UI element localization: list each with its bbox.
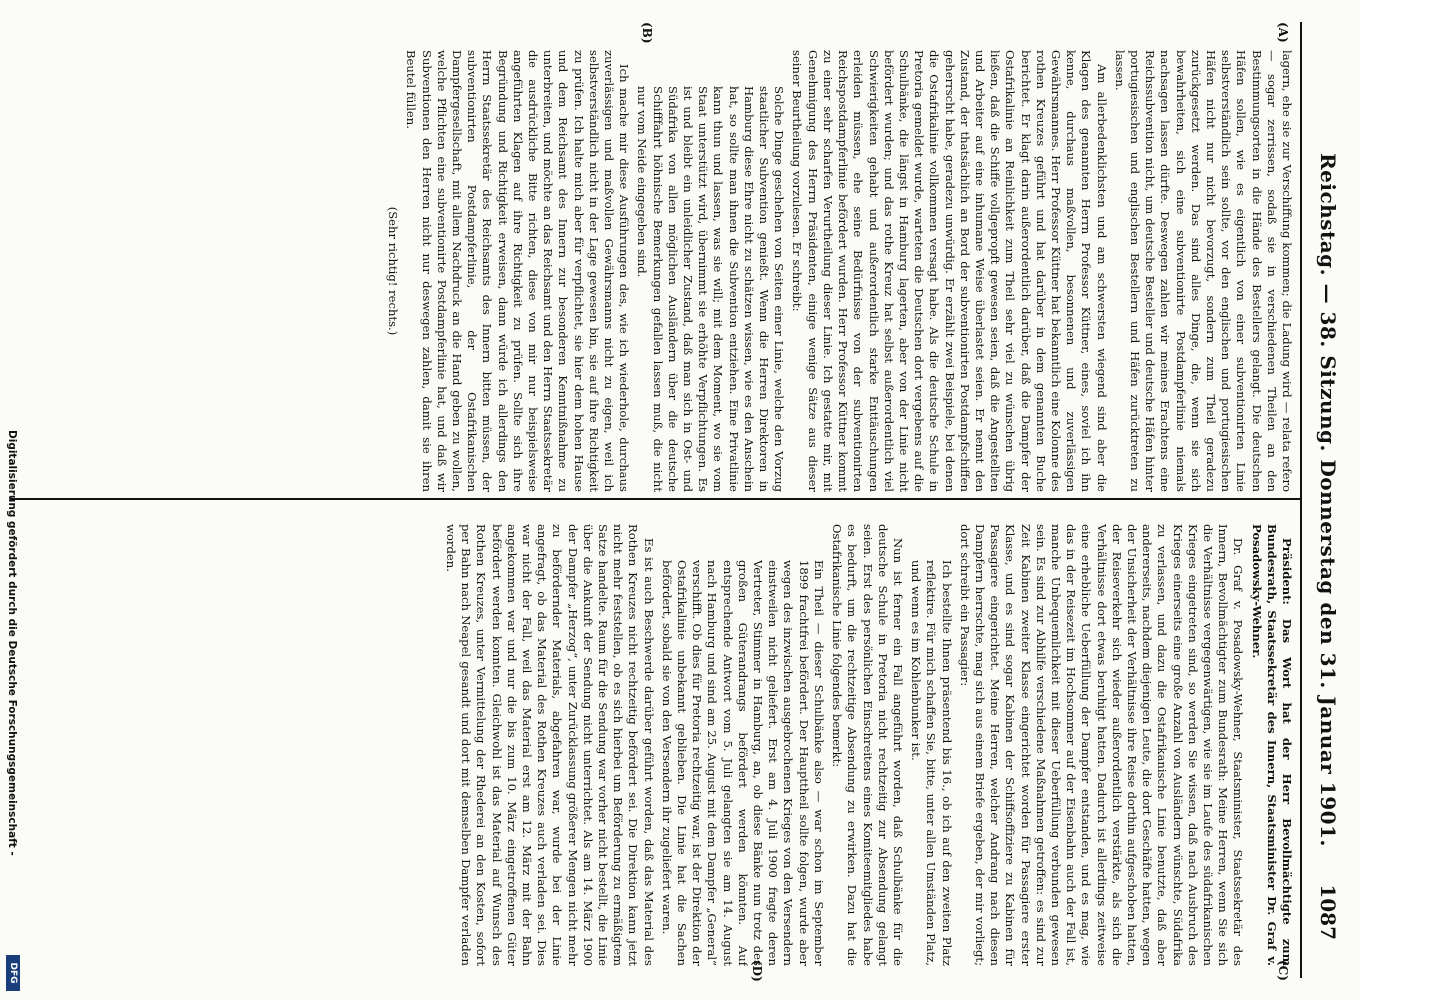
margin-mark-b: (B) bbox=[640, 22, 654, 44]
paragraph: lagern, ehe sie zur Verschiffung kommen; die Ladung wird — relata refero — sogar zerrissen, sodaß sie in verschiedenen Theilen an den Bestimmungsorten in die Hände des Bestellers gelangt. Die deutschen Häfen sollen, wie es eigentlich von einer subventionirten Linie selbstverständlich sein sollte, vor den englischen und portugiesischen Häfen nicht nur nicht bevorzugt, sondern zum Theil geradezu zurückgesetzt werden. Das sind alles Dinge, die, wenn sie sich bewahrheiten, sich eine subventionirte Postdampferlinie niemals nachsagen lassen dürfte. Deswegen zahlen wir meines Erachtens eine Reichssubvention nicht, um deutsche Besteller und deutsche Häfen hinter portugiesischen und englischen Bestellern und Häfen zurücktreten zu lassen. bbox=[1112, 50, 1294, 492]
paragraph: Ich mache mir diese Ausführungen des, wie ich wiederhole, durchaus zuverlässigen und maßvollen Gewährsmanns nicht zu eigen, weil ich selbstverständlich nicht in der Lage gewesen bin, sie auf ihre Richtigkeit zu prüfen. Ich halte mich aber für verpflichtet, sie hier dem hohen Hause und dem Reichsamt des Innern zur besonderen Kenntnißnahme zu unterbreiten, und möchte an das Reichsamt und den Herrn Staatssekretär die ausdrückliche Bitte richten, diese von mir nur beispielsweise angeführten Klagen auf ihre Richtigkeit zu prüfen. Sollte sich ihre Begründung und Richtigkeit erweisen, dann würde ich allerdings den Herrn Staatssekretär des Reichsamts des Innern bitten müssen, der subventionirten Postdampferlinie, der Ostafrikanischen Dampfergesellschaft, mit allem Nachdruck an die Hand geben zu wollen, welche Pflichten eine subventionirte Postdampferlinie hat, und daß wir Subventionen den Herren nicht nur deswegen zahlen, damit sie ihren Beutel füllen. bbox=[404, 50, 632, 492]
quotation: Ich bestellte Ihnen präsentend bis 16., ob ich auf den zweiten Platz reflektire. Für mich schaffen Sie, bitte, unter allen Umständen Platz, und wenn es im Kohlenbunker ist. bbox=[909, 560, 954, 966]
margin-mark-d: (D) bbox=[750, 960, 764, 982]
paragraph: Dr. Graf v. Posadowsky-Wehner, Staatsminister, Staatssekretär des Innern, Bevollmächtigter zum Bundesrath: Meine Herren, wenn Sie sich die Verhältnisse vergegenwärtigen, wie sie im Laufe des südafrikanischen Krieges eingetreten sind, so werden Sie wissen, daß nach Ausbruch des Krieges einerseits eine große Anzahl von Ausländern wünschte, Südafrika zu verlassen, und dazu die Ostafrikanische Linie benutzte, daß aber andererseits, nachdem diejenigen Leute, die dort Geschäfte hatten, wegen der Unsicherheit der Verhältnisse ihre Reise dorthin aufgeschoben hatten, der Reiseverkehr sich wieder außerordentlich verstärkte, als sich die Verhältnisse dort etwas beruhigt hatten. Dadurch ist allerdings zeitweise eine erhebliche Ueberfüllung der Dampfer entstanden, und es mag, wie das in der Reisezeit im Hochsommer auf der Eisenbahn auch der Fall ist, manche Unbequemlichkeit mit dieser Ueberfüllung verbunden gewesen sein. Es sind zur Abhilfe verschiedene Maßnahmen getroffen: es sind zur Zeit Kabinen zweiter Klasse eingerichtet worden für Passagiere erster Klasse, und es sind sogar Kabinen der Schiffsoffiziere zu Kabinen für Passagiere eingerichtet. Meine Herren, welcher Andrang nach diesen Dampfern herrschte, mag sich aus einem Briefe ergeben, der mir vorliegt; dort schreibt ein Passagier: bbox=[957, 524, 1246, 966]
right-column bbox=[14, 524, 1294, 966]
paragraph: Am allerbedenklichsten und am schwersten wiegend sind aber die Klagen des genannten Herrn Professor Küttner, eines, soviel ich ihn kenne, durchaus maßvollen, besonnenen und zuverlässigen Gewährsmannes. Herr Professor Küttner hat bekanntlich eine Kolonne des rothen Kreuzes geführt und hat darüber in dem genannten Buche berichtet. Er klagt darin außerordentlich darüber, daß die Dampfer der Ostafrikalinie an Reinlichkeit zum Theil sehr viel zu wünschen übrig ließen, daß die Schiffe vollgepropft gewesen seien, daß die Angestellten und Arbeiter auf eine inhumane Weise überlastet seien. Er nennt den Zustand, der thatsächlich an Bord der subventionirten Postdampfschiffen geherrscht habe, geradezu unwürdig. Er erzählt zwei Beispiele, bei denen die Ostafrikalinie vollkommen versagt habe. Als die deutsche Schule in Pretoria gemeldet wurde, warteten die Deutschen dort vergebens auf die Schulbänke, die längst in Hamburg lagerten, aber von der Linie nicht befördert wurden; und das rothe Kreuz hat selbst außerordentlich viel Schwierigkeiten gehabt und außerordentlich starke Enttäuschungen erleiden müssen, ehe seine Bedürfnisse von der subventionirten Reichspostdampferlinie befördert wurden. Herr Professor Küttner kommt zu einer sehr scharfen Verurtheilung dieser Linie. Ich gestatte mir, mit Genehmigung des Herrn Präsidenten, einige wenige Sätze aus dieser seiner Beurtheilung vorzulesen. Er schreibt: bbox=[790, 50, 1109, 492]
paragraph: Es ist auch Beschwerde darüber geführt worden, daß das Material des Rothen Kreuzes nicht rechtzeitig befördert sei. Die Direktion kann jetzt nicht mehr feststellen, ob es sich hierbei um Beförderung zu ermäßigtem Satze handelte. Raum für die Sendung war vorher nicht bestellt, die Linie über die Ankunft der Sendung nicht unterrichtet. Als am 14. März 1900 der Dampfer „Herzog“, unter Zurücklassung größerer Mengen nicht mehr zu befördernder Materials, abgefahren war, wurde bei der Linie angefragt, ob das Material des Rothen Kreuzes auch verladen sei. Dies war nicht der Fall, weil das Material erst am 12. März mit der Bahn angekommen war und nur die bis zum 10. März eingetroffenen Güter befördert werden konnten. Gleichwohl ist das Material auf Wunsch des Rothen Kreuzes, unter Vermittelung der Rhederei an den Kosten, sofort per Bahn nach Neapel gesandt und dort mit demselben Dampfer verladen worden. bbox=[444, 524, 656, 966]
page-header bbox=[1306, 60, 1346, 940]
speaker-paragraph: Präsident: Das Wort hat der Herr Bevollmächtigte zum Bundesrath, Staatssekretär des Innern, Staatsminister Dr. Graf v. Posadowsky-Wehner. bbox=[1249, 524, 1294, 966]
header-rule bbox=[1300, 22, 1302, 978]
page-number: 1087 bbox=[1316, 884, 1340, 940]
quotation: Solche Dinge geschehen von Seiten einer Linie, welche den Vorzug staatlicher Subvention genießt. Wenn die Herren Direktoren in Hamburg diese Ehre nicht zu schätzen wissen, wie es den Anschein hat, so sollte man ihnen die Subvention entziehen. Eine Privatlinie kann thun und lassen, was sie will; mit dem Moment, wo sie vom Staat unterstützt wird, übernimmt sie erhöhte Verpflichtungen. Es ist und bleibt ein unleidlicher Zustand, daß man sich in Ost- und Südafrika von allen möglichen Ausländern über die deutsche Schifffahrt höhnische Bemerkungen gefallen lassen muß, die nicht nur vom Neide eingegeben sind. bbox=[635, 86, 787, 492]
margin-mark-a: (A) bbox=[1276, 22, 1290, 43]
dfg-logo: DFG bbox=[6, 955, 20, 991]
quotation: Ein Theil — dieser Schulbänke also — war schon im September 1899 frachtfrei befördert. Der Haupttheil sollte folgen, wurde aber wegen des inzwischen ausgebrochenen Krieges von den Versendern einstweilen nicht geliefert. Erst am 4. Juli 1900 fragte deren Vertreter, Stimmer in Hamburg, an, ob diese Bänke nun trotz des großen Güterandrangs befördert werden könnten. Auf entsprechende Antwort vom 5. Juli gelangten sie am 14. August nach Hamburg und sind am 25. August mit dem Dampfer „General“ verschifft. Ob dies für Pretoria rechtzeitig war, ist der Direktion der Ostafrikalinie unbekannt geblieben. Die Linie hat die Sachen befördert, sobald sie von den Versendern ihr zugeliefert waren. bbox=[659, 560, 826, 966]
footer-text: Digitalisierung gefördert durch die Deutsche Forschungsgemeinschaft - bbox=[6, 430, 18, 856]
margin-mark-c: (C) bbox=[1276, 960, 1290, 981]
interjection: (Sehr richtig! rechts.) bbox=[386, 206, 401, 336]
paragraph: Nun ist ferner ein Fall angeführt worden, daß Schulbänke für die deutsche Schule in Pretoria nicht rechtzeitig zur Absendung gelangt seien. Erst des persönlichen Einschreitens eines Komiteemitgliedes habe es bedurft, um die rechtzeitige Absendung zu erwirken. Dazu hat die Ostafrikanische Linie folgendes bemerkt: bbox=[830, 524, 905, 966]
running-title: Reichstag. — 38. Sitzung. Donnerstag den 31. Januar 1901. bbox=[1316, 153, 1340, 847]
column-divider bbox=[10, 498, 1300, 500]
left-column bbox=[14, 50, 1294, 492]
